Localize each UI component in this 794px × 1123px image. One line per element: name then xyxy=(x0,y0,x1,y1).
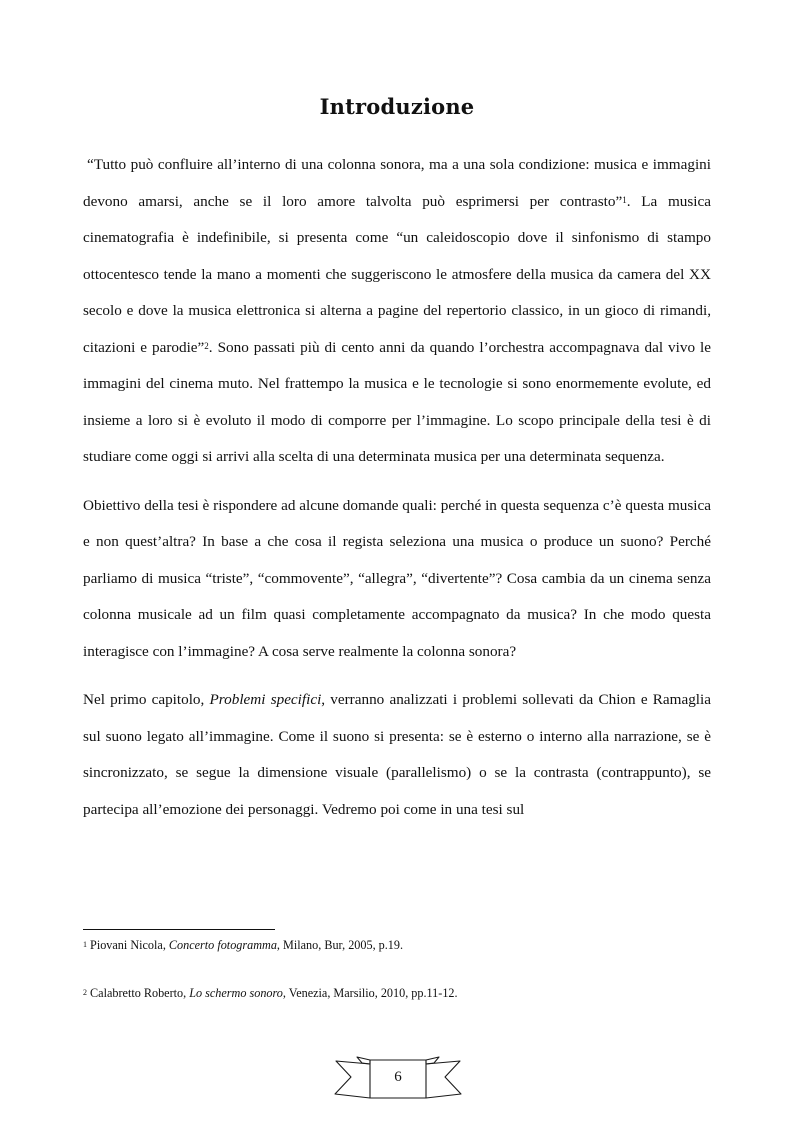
footnote-1-author: Piovani Nicola, xyxy=(90,938,169,952)
paragraph-intro-part-3: . Sono passati più di cento anni da quando l’orchestra accompagnava dal vivo le immagini del cinema muto. Nel frattempo la musica e le tecnologie si sono enormemente evolute, ed insieme a loro si è evoluto il modo di comporre per l’immagine. Lo scopo principale della tesi è di studiare come oggi si arrivi alla scelta di una determinata musica per una determinata sequenza. xyxy=(83,338,711,465)
ribbon-right-tail xyxy=(426,1061,461,1098)
paragraph-intro-part-1: “Tutto può confluire all’interno di una colonna sonora, ma a una sola condizione: musica e immagini devono amarsi, anche se il loro amore talvolta può esprimersi per contrasto” xyxy=(83,156,711,210)
footnote-1-number: 1 xyxy=(83,940,87,949)
footnote-1 xyxy=(83,937,723,953)
paragraph-intro xyxy=(83,147,711,476)
footnote-1-details: , Milano, Bur, 2005, p.19. xyxy=(276,938,404,952)
page-number: 6 xyxy=(394,1069,402,1085)
page-title: Introduzione xyxy=(319,94,475,119)
footnote-ref-2[interactable]: 2 xyxy=(204,340,209,351)
chapter-title-emphasis: Problemi specifici xyxy=(209,691,322,708)
footnote-2-details: , Venezia, Marsilio, 2010, pp.11-12. xyxy=(282,986,458,1000)
footnote-1-work: Concerto fotogramma xyxy=(168,938,277,952)
paragraph-first-chapter-part-2: , verranno analizzati i problemi sollevati da Chion e Ramaglia sul suono legato all’immagine. Come il suono si presenta: se è esterno o interno alla narrazione, se è sincronizzato, se segue la dimensione visuale (parallelismo) o se la contrasta (contrappunto), se partecipa all’emozione dei personaggi. Vedremo poi come in una tesi sul xyxy=(83,691,711,818)
footnote-ref-1[interactable]: 1 xyxy=(622,194,627,205)
paragraph-intro-part-2: . La musica cinematografia è indefinibile, si presenta come “un caleidoscopio dove il sinfonismo di stampo ottocentesco tende la mano a momenti che suggeriscono le atmosfere della musica da camera del XX secolo e dove la musica elettronica si alterna a pagine del repertorio classico, in un gioco di rimandi, citazioni e parodie” xyxy=(83,192,711,356)
ribbon-left-fold xyxy=(357,1057,370,1064)
footnote-separator xyxy=(83,929,275,930)
paragraph-objectives: Obiettivo della tesi è rispondere ad alcune domande quali: perché in questa sequenza c’è questa musica e non quest’altra? In base a che cosa il regista seleziona una musica o produce un suono? Perché parliamo di musica “triste”, “commovente”, “allegra”, “divertente”? Cosa cambia da un cinema senza colonna musicale ad un film quasi completamente accompagnato da musica? In che modo questa interagisce con l’immagine? A cosa serve realmente la colonna sonora? xyxy=(83,496,711,660)
ribbon-left-tail xyxy=(335,1061,370,1098)
footnote-2-work: Lo schermo sonoro xyxy=(189,986,283,1000)
footnote-2-number: 2 xyxy=(83,988,87,997)
ribbon-right-fold xyxy=(426,1057,439,1064)
footnote-2 xyxy=(83,985,723,1001)
paragraph-first-chapter xyxy=(83,682,711,828)
body-text xyxy=(83,147,711,828)
paragraph-first-chapter-part-1: Nel primo capitolo, xyxy=(83,691,210,708)
footnote-2-author: Calabretto Roberto, xyxy=(90,986,190,1000)
